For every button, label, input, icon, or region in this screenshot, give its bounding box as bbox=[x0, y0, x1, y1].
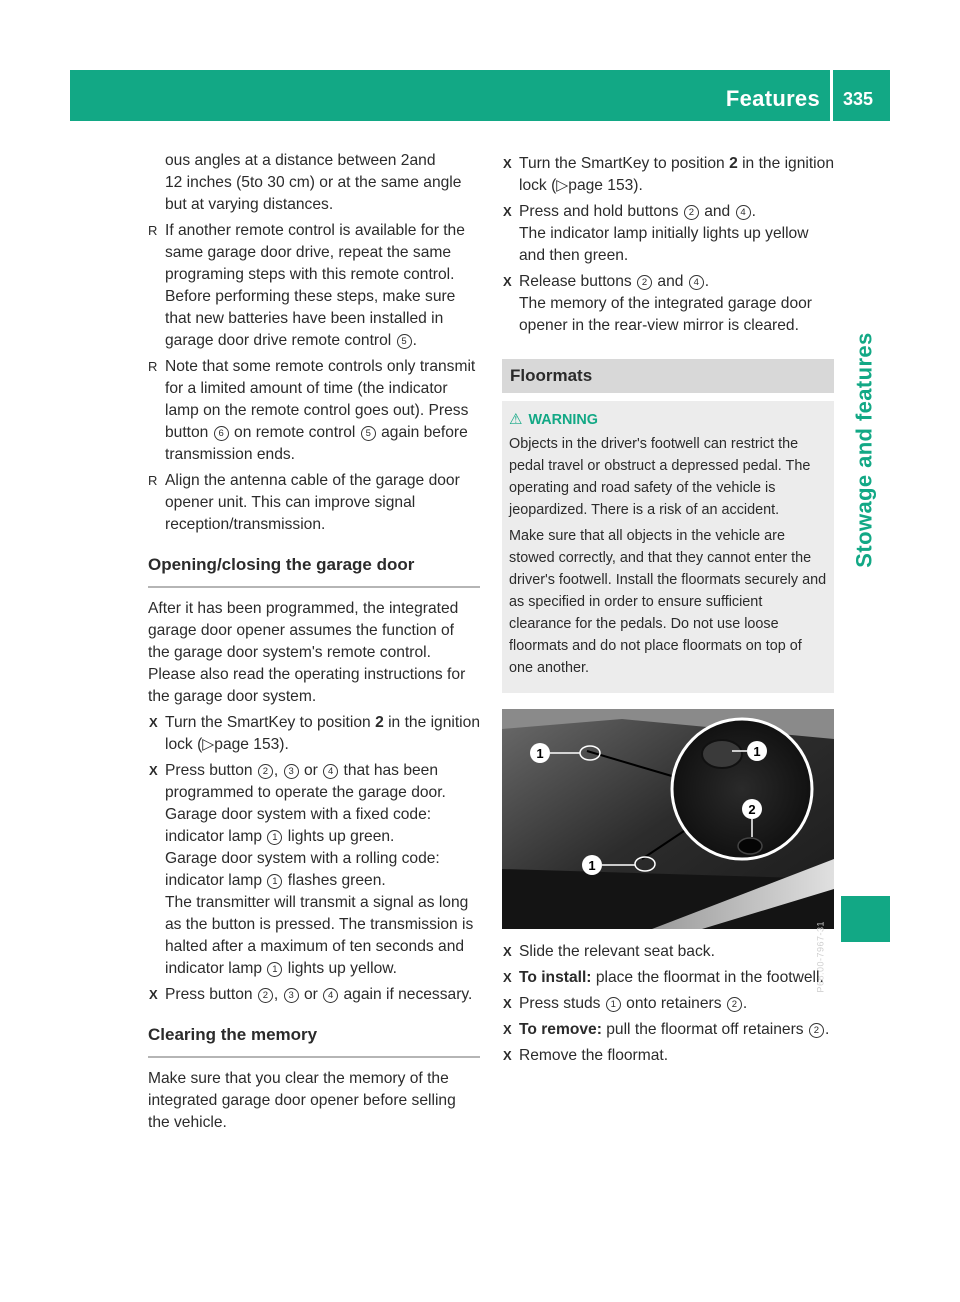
callout-4-icon: 4 bbox=[323, 764, 338, 779]
callout-6-icon: 6 bbox=[214, 426, 229, 441]
photo-code: P68.00-7967-31 bbox=[816, 921, 826, 993]
callout-2-icon: 2 bbox=[258, 764, 273, 779]
callout-1-icon: 1 bbox=[606, 997, 621, 1012]
step-arrow-icon: X bbox=[149, 715, 158, 730]
callout-1-icon: 1 bbox=[267, 830, 282, 845]
callout-2-icon: 2 bbox=[727, 997, 742, 1012]
intro-line: ous angles at a distance between 2and bbox=[165, 152, 436, 169]
bullet-item: R Note that some remote controls only transmit for a limited amount of time (the indicator lamp on the remote control goes out). Press button 6 on remote control 5 again before transmission ends. bbox=[148, 358, 476, 463]
header-divider bbox=[830, 70, 833, 121]
instruction-step: X Remove the floormat. bbox=[502, 1045, 834, 1067]
callout-2-icon: 2 bbox=[684, 205, 699, 220]
step-note: The transmitter will transmit a signal as long as the button is pressed. The transmission is halted after a maximum of ten seconds and indicator lamp 1 lights up yellow. bbox=[165, 894, 474, 977]
section-floormats: Floormats bbox=[502, 359, 834, 393]
callout-1-icon: 1 bbox=[267, 962, 282, 977]
callout-5-icon: 5 bbox=[361, 426, 376, 441]
bullet-item: R If another remote control is available for the same garage door drive, repeat the same programing steps with this remote control. Before performing these steps, make sure that new batteries have been installed in garage door drive remote control 5 . bbox=[148, 222, 465, 349]
page-ref-arrow-icon: ▷ bbox=[556, 177, 569, 194]
page-number: 335 bbox=[843, 89, 874, 109]
side-tab bbox=[840, 325, 890, 575]
callout-2-icon: 2 bbox=[637, 275, 652, 290]
instruction-step: X To install: place the floormat in the footwell. bbox=[502, 967, 834, 989]
bullet-item: R Align the antenna cable of the garage door opener unit. This can improve signal reception/transmission. bbox=[148, 472, 460, 533]
page-ref-link[interactable]: page 153). bbox=[214, 736, 289, 753]
svg-text:1: 1 bbox=[588, 858, 596, 873]
callout-2-icon: 2 bbox=[809, 1023, 824, 1038]
step-note: The memory of the integrated garage door opener in the rear-view mirror is cleared. bbox=[519, 295, 812, 334]
callout-1-icon: 1 bbox=[267, 874, 282, 889]
instruction-step: X Press studs 1 onto retainers 2 . bbox=[502, 993, 834, 1015]
warning-box bbox=[502, 401, 834, 693]
bullet-icon: R bbox=[148, 359, 158, 374]
callout-4-icon: 4 bbox=[323, 988, 338, 1003]
step-arrow-icon: X bbox=[503, 996, 512, 1011]
left-column bbox=[148, 150, 480, 1138]
svg-text:2: 2 bbox=[748, 802, 756, 817]
step-arrow-icon: X bbox=[503, 156, 512, 171]
intro-line: but at varying distances. bbox=[165, 196, 334, 213]
step-arrow-icon: X bbox=[503, 204, 512, 219]
instruction-step: X Turn the SmartKey to position 2 in the ignition lock (▷page 153). bbox=[149, 714, 480, 753]
step-arrow-icon: X bbox=[503, 970, 512, 985]
clearing-paragraph: Make sure that you clear the memory of the integrated garage door opener before selling the vehicle. bbox=[148, 1070, 456, 1131]
side-marker bbox=[841, 896, 890, 942]
heading-opening-closing: Opening/closing the garage door bbox=[148, 554, 480, 588]
step-arrow-icon: X bbox=[503, 1022, 512, 1037]
svg-text:1: 1 bbox=[753, 744, 761, 759]
page-ref-link[interactable]: page 153). bbox=[568, 177, 643, 194]
right-column bbox=[502, 153, 834, 1071]
callout-4-icon: 4 bbox=[736, 205, 751, 220]
bullet-icon: R bbox=[148, 223, 158, 238]
callout-3-icon: 3 bbox=[284, 988, 299, 1003]
instruction-step: X Press button 2 , 3 or 4 that has been programmed to operate the garage door. Garage door system with a fixed code: indicator lamp 1 lights up green. Garage door system with a rolling code: indicator lamp 1 flashes green. The transmitter will transmit a signal as long as the button is pressed. The transmission is halted after a maximum of ten seconds and indicator lamp 1 lights up yellow. bbox=[148, 760, 480, 980]
callout-1-icon bbox=[747, 741, 767, 761]
intro-line: 12 inches (5to 30 cm) or at the same angle bbox=[165, 174, 462, 191]
bullet-icon: R bbox=[148, 473, 158, 488]
warning-text: Objects in the driver's footwell can restrict the pedal travel or obstruct a depressed pedal. The operating and road safety of the vehicle is jeopardized. There is a risk of an accident. bbox=[509, 436, 811, 518]
instruction-step: X Turn the SmartKey to position 2 in the ignition lock (▷page 153). bbox=[503, 155, 834, 194]
warning-text: Make sure that all objects in the vehicle are stowed correctly, and that they cannot enter the driver's footwell. Install the floormats securely and as specified in order to ensure sufficient clearance for the pedals. Do not use loose floormats and do not place floormats on top of one another. bbox=[509, 528, 827, 676]
page-ref-arrow-icon: ▷ bbox=[202, 736, 215, 753]
step-arrow-icon: X bbox=[503, 274, 512, 289]
step-arrow-icon: X bbox=[503, 1048, 512, 1063]
step-arrow-icon: X bbox=[503, 944, 512, 959]
svg-text:1: 1 bbox=[536, 746, 544, 761]
warning-title: ⚠ WARNING bbox=[509, 411, 599, 428]
section-title: Features bbox=[725, 86, 820, 111]
callout-3-icon: 3 bbox=[284, 764, 299, 779]
instruction-step: X Release buttons 2 and 4 . The memory of the integrated garage door opener in the rear-view mirror is cleared. bbox=[502, 271, 834, 337]
intro-paragraph: After it has been programmed, the integrated garage door opener assumes the function of the garage door system's remote control. Please also read the operating instructions for the garage door system. bbox=[148, 600, 466, 705]
instruction-step: X To remove: pull the floormat off retainers 2 . bbox=[502, 1019, 834, 1041]
heading-clearing-memory: Clearing the memory bbox=[148, 1024, 480, 1058]
callout-1-icon bbox=[582, 855, 602, 875]
step-note: The indicator lamp initially lights up yellow and then green. bbox=[519, 225, 809, 264]
callout-2-icon bbox=[742, 799, 762, 819]
step-arrow-icon: X bbox=[149, 763, 158, 778]
step-note: Garage door system with a fixed code: indicator lamp 1 lights up green. bbox=[165, 806, 432, 845]
step-note: Garage door system with a rolling code: indicator lamp 1 flashes green. bbox=[165, 850, 440, 889]
callout-4-icon: 4 bbox=[689, 275, 704, 290]
callout-5-icon: 5 bbox=[397, 334, 412, 349]
callout-2-icon: 2 bbox=[258, 988, 273, 1003]
instruction-step: X Slide the relevant seat back. bbox=[502, 941, 834, 963]
side-tab-label: Stowage and features bbox=[852, 332, 878, 568]
instruction-step: X Press and hold buttons 2 and 4 . The indicator lamp initially lights up yellow and then green. bbox=[502, 201, 834, 267]
warning-triangle-icon: ⚠ bbox=[509, 411, 523, 428]
step-arrow-icon: X bbox=[149, 987, 158, 1002]
callout-1-icon bbox=[530, 743, 550, 763]
instruction-step: X Press button 2 , 3 or 4 again if necessary. bbox=[148, 984, 480, 1006]
